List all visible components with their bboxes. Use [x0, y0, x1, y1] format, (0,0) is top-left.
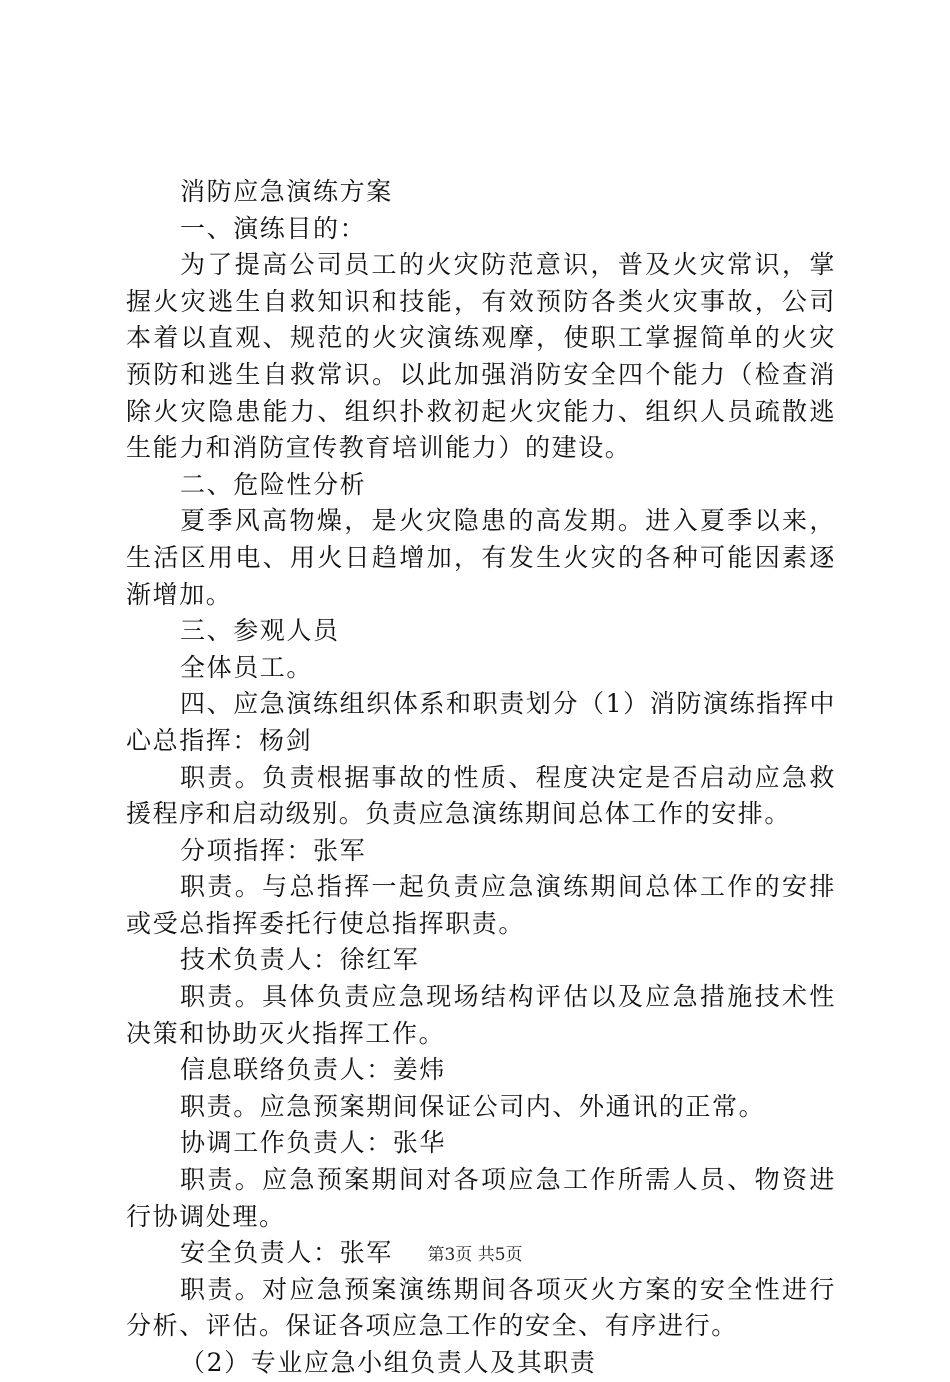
paragraph-purpose: 为了提高公司员工的火灾防范意识，普及火灾常识，掌握火灾逃生自救知识和技能，有效预防各类火灾事故，公司本着以直观、规范的火灾演练观摩，使职工掌握简单的火灾预防和逃生自救常识。以此加强消防安全四个能力（检查消除火灾隐患能力、组织扑救初起火灾能力、组织人员疏散逃生能力和消防宣传教育培训能力）的建设。: [126, 250, 836, 463]
section-heading-purpose: 一、演练目的：: [180, 213, 367, 243]
section-heading-organization: 四、应急演练组织体系和职责划分（1）消防演练指挥中心总指挥：杨剑: [126, 689, 836, 755]
paragraph-comm-lead: 信息联络负责人：姜炜: [180, 1055, 447, 1085]
paragraph-duty-comm-lead: 职责。应急预案期间保证公司内、外通讯的正常。: [180, 1091, 766, 1121]
page-footer: 第3页 共5页: [427, 1245, 523, 1265]
paragraph-sub-commander: 分项指挥：张军: [180, 835, 367, 865]
paragraph-duty-sub-commander: 职责。与总指挥一起负责应急演练期间总体工作的安排或受总指挥委托行使总指挥职责。: [126, 872, 836, 938]
paragraph-duty-commander: 职责。负责根据事故的性质、程度决定是否启动应急救援程序和启动级别。负责应急演练期间总体工作的安排。: [126, 762, 836, 829]
paragraph-special-teams: （2）专业应急小组负责人及其职责: [180, 1348, 597, 1377]
paragraph-tech-lead: 技术负责人：徐红军: [180, 945, 420, 975]
section-heading-risk: 二、危险性分析: [180, 469, 367, 499]
section-heading-attendees: 三、参观人员: [180, 616, 340, 646]
paragraph-risk: 夏季风高物燥，是火灾隐患的高发期。进入夏季以来，生活区用电、用火日趋增加，有发生火灾的各种可能因素逐渐增加。: [126, 506, 836, 609]
document-body: [126, 174, 836, 1382]
paragraph-duty-safety-lead: 职责。对应急预案演练期间各项灭火方案的安全性进行分析、评估。保证各项应急工作的安全、有序进行。: [126, 1274, 836, 1341]
paragraph-attendees: 全体员工。: [180, 652, 314, 682]
paragraph-safety-lead: 安全负责人：张军: [180, 1238, 393, 1268]
document-title: 消防应急演练方案: [180, 177, 393, 206]
paragraph-duty-coord-lead: 职责。应急预案期间对各项应急工作所需人员、物资进行协调处理。: [126, 1165, 836, 1231]
paragraph-duty-tech-lead: 职责。具体负责应急现场结构评估以及应急措施技术性决策和协助灭火指挥工作。: [126, 982, 836, 1048]
paragraph-coord-lead: 协调工作负责人：张华: [180, 1128, 447, 1158]
